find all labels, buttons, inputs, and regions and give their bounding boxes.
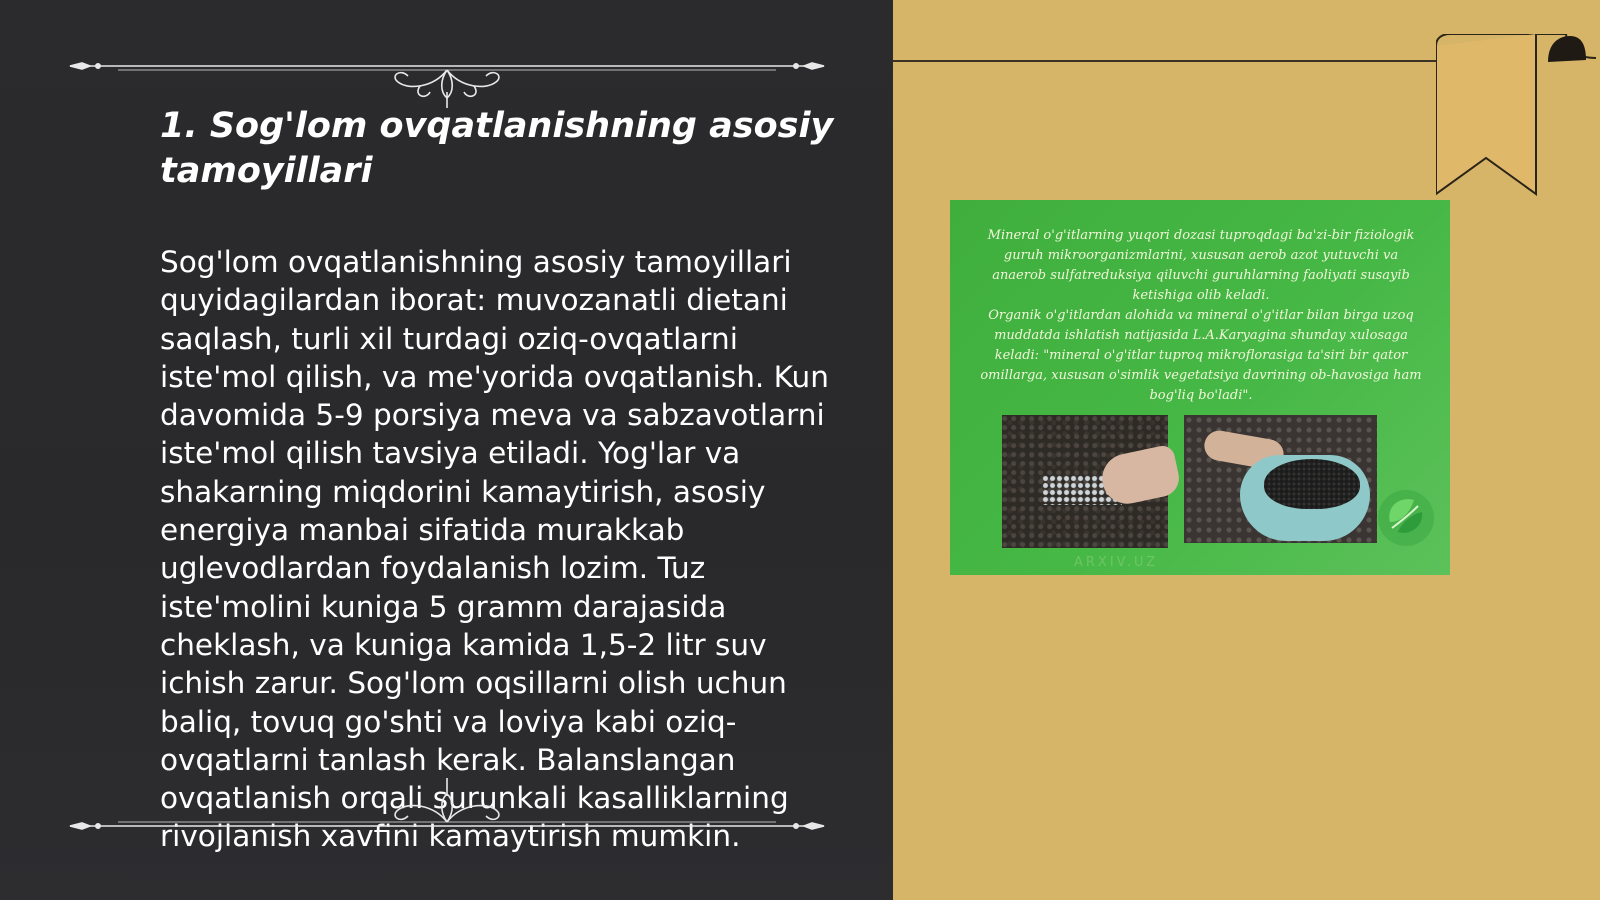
bookmark-ribbon	[1436, 34, 1596, 200]
top-ornament-divider	[68, 48, 826, 108]
soil-glove-photo	[1184, 415, 1377, 543]
bottom-ornament-divider	[68, 776, 826, 836]
card-paragraph-2: Organik o'g'itlardan alohida va mineral o'g'itlar bilan birga uzoq muddatda ishlatish natijasida L.A.Karyagina shunday xulosaga keladi: "mineral o'g'itlar tuproq mikroflorasiga ta'siri bir qator omillarga, xususan o'simlik vegetatsiya davrining ob-havosiga ham bog'liq bo'ladi".	[980, 308, 1422, 403]
card-caption	[976, 226, 1426, 406]
card-watermark: ARXIV.UZ	[1074, 555, 1159, 570]
soil-shape	[1264, 459, 1360, 509]
fertilizer-hand-photo	[1002, 415, 1168, 548]
header-line	[893, 60, 1438, 62]
fertilizer-info-image	[950, 200, 1450, 575]
slide-title: 1. Sog'lom ovqatlanishning asosiy tamoyillari	[160, 106, 834, 191]
card-paragraph-1: Mineral o'g'itlarning yuqori dozasi tuproqdagi ba'zi-bir fiziologik guruh mikroorganizmlarini, xususan aerob azot yutuvchi va anaerob sulfatreduksiya qiluvchi guruhlarning faoliyati susayib ketishiga olib keladi.	[987, 228, 1415, 303]
slide-body-text: Sog'lom ovqatlanishning asosiy tamoyillari quyidagilardan iborat: muvozanatli dietani saqlash, turli xil turdagi oziq-ovqatlarni iste'mol qilish, va me'yorida ovqatlanish. Kun davomida 5-9 porsiya meva va sabzavotlarni iste'mol qilish tavsiya etiladi. Yog'lar va shakarning miqdorini kamaytirish, asosiy energiya manbai sifatida murakkab uglevodlardan foydalanish lozim. Tuz iste'molini kuniga 5 gramm darajasida cheklash, va kuniga kamida 1,5-2 litr suv ichish zarur. Sog'lom oqsillarni olish uchun baliq, tovuq go'shti va loviya kabi oziq-ovqatlarni tanlash kerak. Balanslangan ovqatlanish orqali surunkali kasalliklarning rivojlanish xavfini kamaytirish mumkin.	[160, 245, 829, 854]
leaf-logo-icon	[1370, 482, 1442, 554]
